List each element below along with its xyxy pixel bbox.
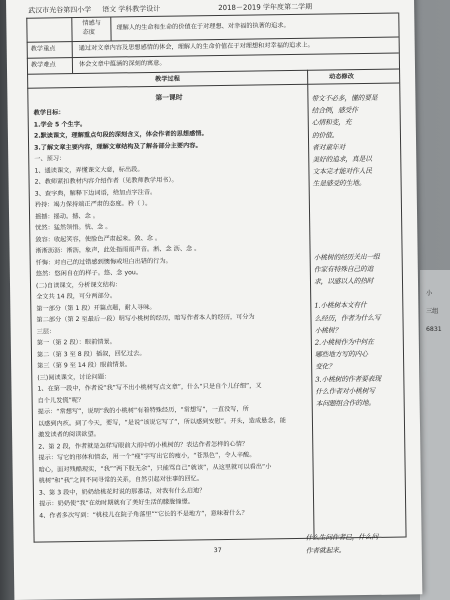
body-line: (三)阅读课文，讨论问题：	[37, 373, 111, 382]
body-line: 全文共 14 段，可分两部分。	[36, 292, 117, 301]
body-line: 2、第 2 段，作者就是怎样写眼前大雨中的小桃树的？表达作者怎样的心情？	[38, 440, 249, 451]
handwritten-note: 什么作者对小桃树写	[315, 386, 375, 396]
body-line: 矜持：竭力保持端正严肃的态度。矜（ ）。	[34, 199, 152, 209]
document-page	[6, 0, 422, 600]
column-process: 教学过程	[155, 75, 180, 83]
body-line: 摇撼：摇动。撼、念 。	[35, 212, 99, 221]
body-line: 以感到内疚。到了今天，要写，“是说“该说它写了”，所以感到安慰”。开头，造成悬念，能	[37, 416, 286, 428]
body-line: 自个儿发慌”呢？	[37, 396, 85, 405]
header-school: 武汉市光谷第四小学	[28, 5, 92, 15]
body-line: 桃树”和“我”之间不同寻常的关系，自然引起对往事的回忆。	[38, 475, 204, 485]
handwritten-note: 作者就起来。	[305, 545, 346, 555]
table-row-line-4	[27, 83, 399, 89]
side-text-1: 小	[426, 290, 433, 297]
adjacent-page-edge	[420, 270, 450, 600]
body-line: 2、教师紧扣教材内容介绍作者（见教师教学用书）。	[34, 176, 178, 186]
header-subject: 语文	[102, 5, 117, 14]
header-subject-label: 学科教学设计	[118, 4, 161, 14]
header-year: 2018－2019 学年度	[218, 3, 285, 13]
goal-label-1: 情感与	[82, 19, 101, 27]
table-row-line-2	[27, 53, 399, 59]
body-line: 1.学会 5 个生字。	[33, 120, 87, 129]
handwritten-note: 心情和变，充	[311, 118, 352, 128]
body-line: 淅淅沥沥：淅沥，象声，此处指雨雨声音。淅、念 沥、念 。	[35, 245, 201, 255]
body-line: 提示：写它的形体和情态，用一个“瘦”字写出它的瘦小，“苍黑色”，令人辛酸。	[38, 451, 256, 462]
body-line: (二)自读课文，分析课文结构：	[35, 280, 122, 290]
body-line: 第一（第 2 段）：眼前情景。	[36, 338, 116, 347]
body-line: 忏悔：对自己的过错感到懊悔或坦白出错的行为。	[35, 257, 172, 267]
body-line: 恍然：猛然领悟。恍、念 。	[35, 223, 112, 232]
handwritten-note: 1.小桃树本文有什	[314, 301, 367, 311]
body-line: 敛容：收起笑容，使脸色严肃起来。敛、念 。	[35, 234, 162, 244]
body-line: 激发读者的阅读欲望。	[38, 430, 101, 439]
handwritten-note: 小桃树的经历关出一组	[313, 252, 380, 262]
handwritten-note: 变化？	[315, 362, 336, 372]
page-number: 37	[213, 547, 222, 555]
handwritten-note: 美好的追求，真是以	[312, 154, 372, 164]
body-line: 第三（第 9 至 14 段）眼前情景。	[37, 361, 132, 370]
lesson-title: 第一课时	[155, 93, 183, 102]
column-revision: 动态修改	[329, 73, 354, 81]
key-point-label: 教学重点	[30, 45, 56, 53]
side-text-2: 三组	[426, 308, 439, 315]
goal-label-2: 态度	[82, 28, 95, 36]
difficulty-label: 教学难点	[30, 61, 56, 69]
body-line: 3、第 3 段中，奶奶给桃花时说的那番话，对我有什么启迪？	[38, 486, 206, 497]
body-line: 2.默读课文，理解重点句段的深刻含义，体会作者的思想感情。	[33, 130, 208, 140]
body-line: 教学目标：	[33, 109, 65, 117]
handwritten-note: 文本完才能对作人民	[312, 167, 372, 176]
body-line: 3.了解文章主要内容，理解文章结构及了解各部分主要内容。	[34, 141, 202, 152]
handwritten-note: 小桃树？	[314, 326, 342, 335]
handwritten-note: 的价值。	[311, 130, 339, 140]
difficulty-text: 体会文章中蕴涵的深刻的寓意。	[78, 59, 166, 68]
table-left-border	[26, 18, 34, 543]
body-line: 暗心，面对残酷现实，“我”“两下股无余”，只能骂自己“就该”，从这里就可以看出“小	[38, 462, 272, 474]
body-line: 3、查字典，解释下边词语，给加点字注音。	[34, 188, 157, 198]
handwritten-note: 什么生问作者已，什么问	[305, 533, 379, 543]
body-line: 第二部分（第 2 至最后一段）明写小桃树的经历，暗写作者本人的经历，可分为	[36, 313, 255, 324]
header-term: 第二学期	[284, 2, 313, 12]
goal-text: 理解人的生命和生命的价值在于对理想、对幸福的执著的追求。	[116, 22, 290, 32]
body-line: 提示：“常想写”，说明“我的小桃树”有着特殊经历，“常想写”，一直没写，所	[37, 405, 249, 416]
body-line: 悠然：悠闲自在的样子。悠、念 you。	[35, 269, 143, 278]
table-label-divider	[71, 17, 73, 73]
handwritten-note: 结合例，感受作	[311, 106, 358, 115]
table-goal-divider	[110, 17, 111, 41]
key-point-text: 通过对文章内容及思想感情的体会，理解人的生命价值在于对理想和对幸福的追求上。	[78, 41, 314, 52]
body-line: 提示：奶奶使“我”在幼时期就有了美好生活的朦胧憧憬。	[39, 498, 195, 508]
handwritten-note: 本问题组合作的地。	[315, 398, 376, 408]
handwritten-note: 生是感受的生地。	[312, 179, 366, 189]
body-line: 一、预习：	[34, 155, 66, 163]
body-line: 第一部分（第 1 段）开篇点题，耐人寻味。	[36, 303, 156, 313]
table-right-border	[398, 13, 406, 538]
handwritten-note: 者对童年对	[312, 143, 346, 152]
body-line: 1、通读课文，弄懂课文大意，标出段。	[34, 165, 144, 175]
body-line: 三层：	[36, 327, 56, 336]
table-row-line-1	[27, 37, 399, 43]
handwritten-note: 2.小桃树作为中何在	[314, 337, 374, 347]
handwritten-note: 哪些地方写的内心	[314, 350, 368, 359]
handwritten-note: 求，以感以人的热时	[313, 276, 374, 286]
body-line: 1、在第一段中，作者说“我”写不出小桃树写点文章”，什么“只是自个儿仔细”，又	[37, 382, 262, 393]
handwritten-note: 3.小桃树的作者要表现	[315, 374, 381, 384]
handwritten-note: 么经历，作者为什么写	[314, 313, 381, 323]
body-line: 4、作者多次写到：“桃枝儿在院子角落里”“它长的不是地方”，意味着什么？	[39, 509, 248, 520]
handwritten-note: 带文不必多，懂的要是	[311, 93, 378, 103]
handwritten-note: 作家有特殊自己的追	[313, 264, 374, 274]
side-text-3: 6831	[426, 326, 442, 333]
body-line: 第二（第 3 至 8 段）插叙，回忆过去。	[36, 349, 146, 359]
